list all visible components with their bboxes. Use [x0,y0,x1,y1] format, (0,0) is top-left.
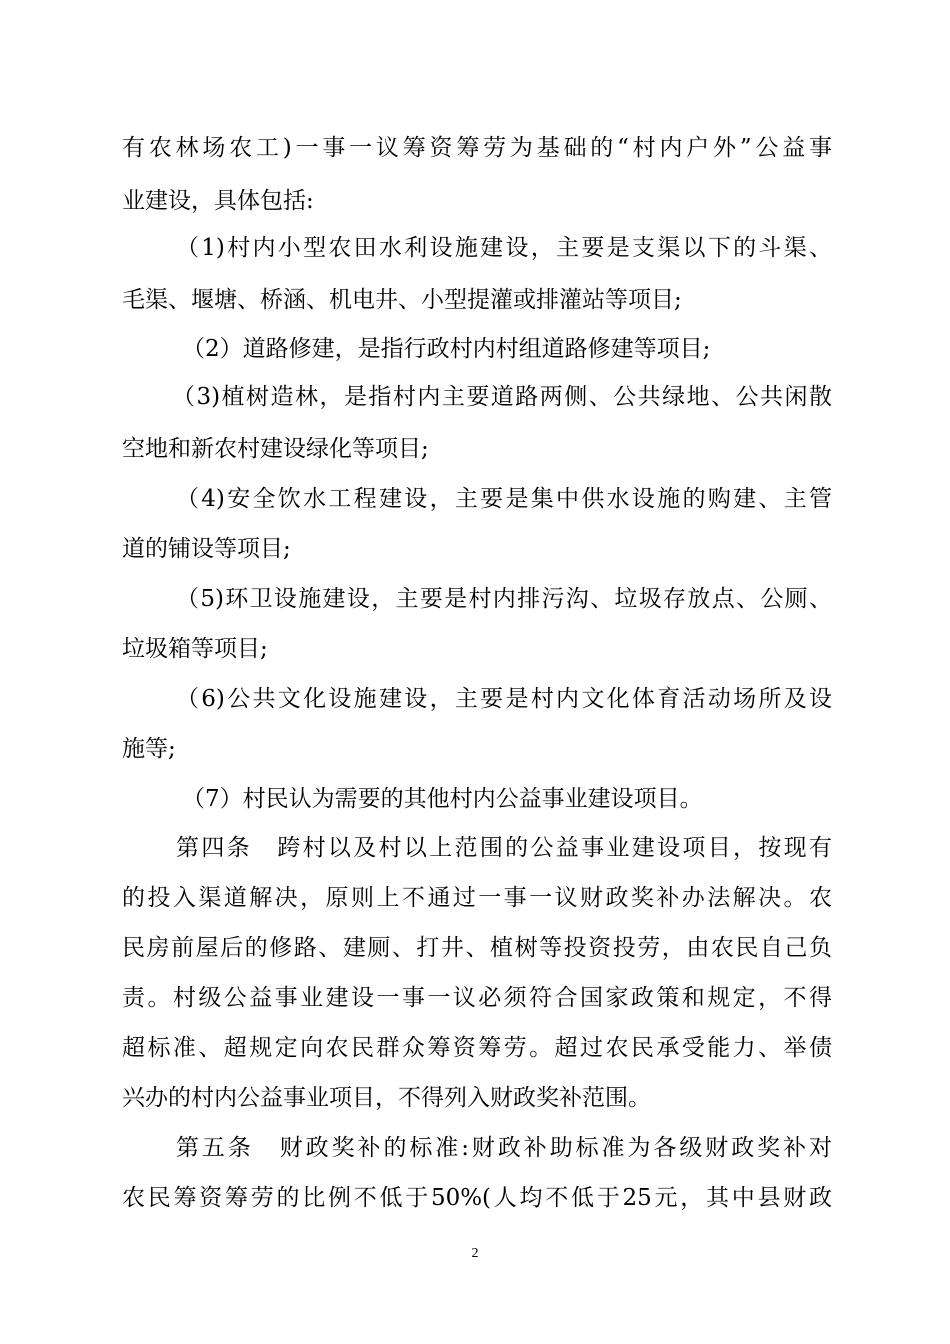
text-line: 道的铺设等项目; [122,536,291,562]
text-line: 第五条 财政奖补的标准:财政补助标准为各级财政奖补对 [176,1135,832,1161]
text-line: （6)公共文化设施建设，主要是村内文化体育活动场所及设 [176,686,832,712]
page-number: 2 [471,1246,479,1261]
text-line: （7）村民认为需要的其他村内公益事业建设项目。 [182,786,703,812]
text-line: （2）道路修建，是指行政村内村组道路修建等项目; [182,336,711,362]
text-line: （4)安全饮水工程建设，主要是集中供水设施的购建、主管 [176,486,832,512]
text-line: 责。村级公益事业建设一事一议必须符合国家政策和规定，不得 [122,985,832,1011]
text-line: 有农林场农工)一事一议筹资筹劳为基础的“村内户外”公益事 [122,135,832,161]
text-line: 施等; [122,736,176,762]
text-line: 垃圾箱等项目; [122,636,268,662]
text-line: 业建设，具体包括: [122,188,314,214]
text-line: （5)环卫设施建设，主要是村内排污沟、垃圾存放点、公厕、 [176,586,832,612]
text-line: 超标准、超规定向农民群众筹资筹劳。超过农民承受能力、举债 [122,1035,832,1061]
text-line: 的投入渠道解决，原则上不通过一事一议财政奖补办法解决。农 [122,885,832,911]
text-line: （1)村内小型农田水利设施建设，主要是支渠以下的斗渠、 [176,235,832,261]
text-line: 第四条 跨村以及村以上范围的公益事业建设项目，按现有 [176,835,832,861]
text-line: 毛渠、堰塘、桥涵、机电井、小型提灌或排灌站等项目; [122,287,682,313]
text-line: （3)植树造林，是指村内主要道路两侧、公共绿地、公共闲散 [172,384,832,410]
text-line: 兴办的村内公益事业项目，不得列入财政奖补范围。 [122,1085,651,1111]
text-line: 空地和新农村建设绿化等项目; [122,436,429,462]
text-line: 民房前屋后的修路、建厕、打井、植树等投资投劳，由农民自己负 [122,935,832,961]
text-line: 农民筹资筹劳的比例不低于50%(人均不低于25元，其中县财政 [122,1185,832,1211]
